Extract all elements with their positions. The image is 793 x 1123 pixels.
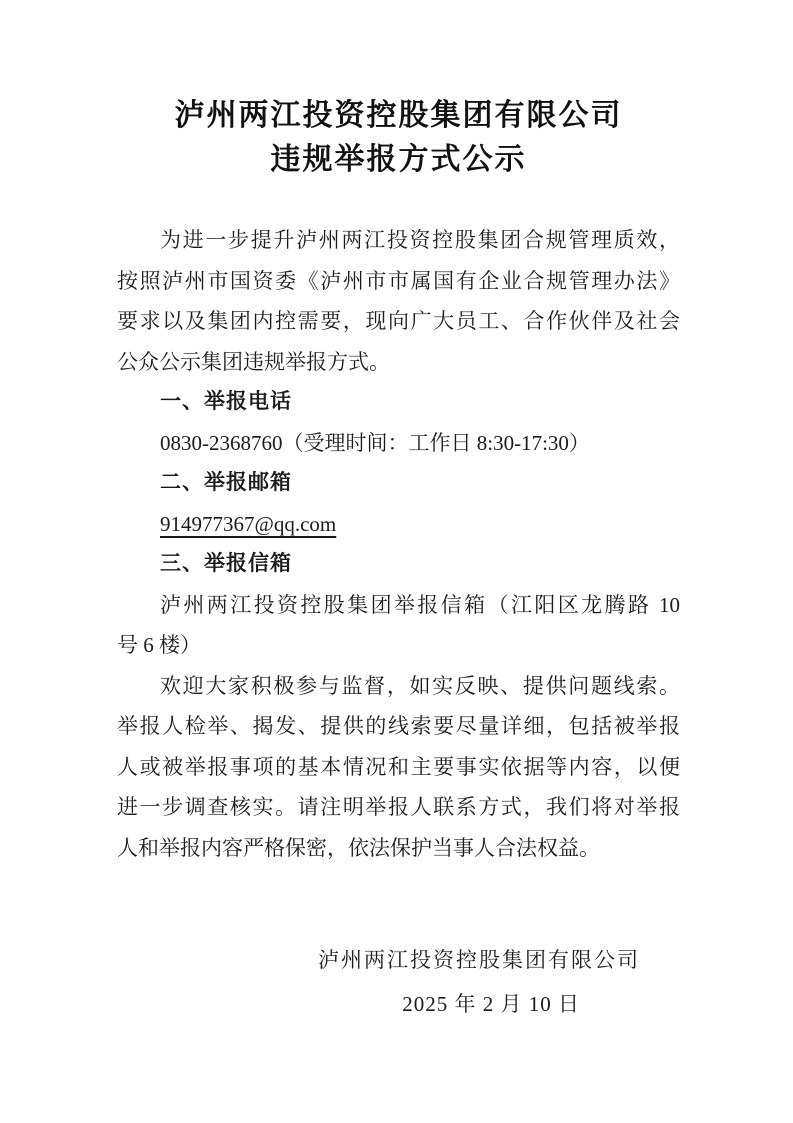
mailbox-address-line-1: 泸州两江投资控股集团举报信箱（江阳区龙腾路 10 (160, 592, 680, 617)
email-link[interactable]: 914977367@qq.com (160, 511, 337, 536)
signature-company: 泸州两江投资控股集团有限公司 (318, 948, 640, 972)
section-mailbox (117, 544, 680, 666)
signature-date: 2025 年 2 月 10 日 (402, 992, 580, 1016)
phone-number-line: 0830-2368760（受理时间：工作日 8:30-17:30） (160, 430, 590, 455)
intro-line-1: 为进一步提升泸州两江投资控股集团合规管理质效， (160, 228, 680, 252)
closing-line-5: 人和举报内容严格保密，依法保护当事人合法权益。 (117, 835, 600, 860)
intro-line-2: 按照泸州市国资委《泸州市市属国有企业合规管理办法》 (117, 268, 680, 293)
closing-paragraph (117, 666, 680, 869)
signature-block (117, 938, 680, 1026)
intro-paragraph (117, 220, 680, 382)
title-line-subject: 违规举报方式公示 (270, 143, 527, 176)
section-heading-mailbox: 三、举报信箱 (160, 552, 292, 575)
closing-line-3: 人或被举报事项的基本情况和主要事实依据等内容，以便 (117, 754, 680, 779)
section-phone (117, 382, 680, 463)
intro-line-4: 公众公示集团违规举报方式。 (117, 349, 390, 374)
email-line (117, 504, 680, 545)
document-title (117, 94, 680, 182)
section-heading-email: 二、举报邮箱 (160, 471, 292, 494)
section-heading-phone: 一、举报电话 (160, 390, 292, 413)
document-body (117, 220, 680, 1026)
section-email (117, 463, 680, 544)
mailbox-address-line-2: 号 6 楼） (117, 633, 201, 657)
closing-line-4: 进一步调查核实。请注明举报人联系方式，我们将对举报 (117, 795, 680, 819)
intro-line-3: 要求以及集团内控需要，现向广大员工、合作伙伴及社会 (117, 309, 680, 333)
closing-line-1: 欢迎大家积极参与监督，如实反映、提供问题线索。 (160, 673, 680, 698)
closing-line-2: 举报人检举、揭发、提供的线索要尽量详细，包括被举报 (117, 714, 680, 738)
title-line-company: 泸州两江投资控股集团有限公司 (174, 99, 623, 132)
